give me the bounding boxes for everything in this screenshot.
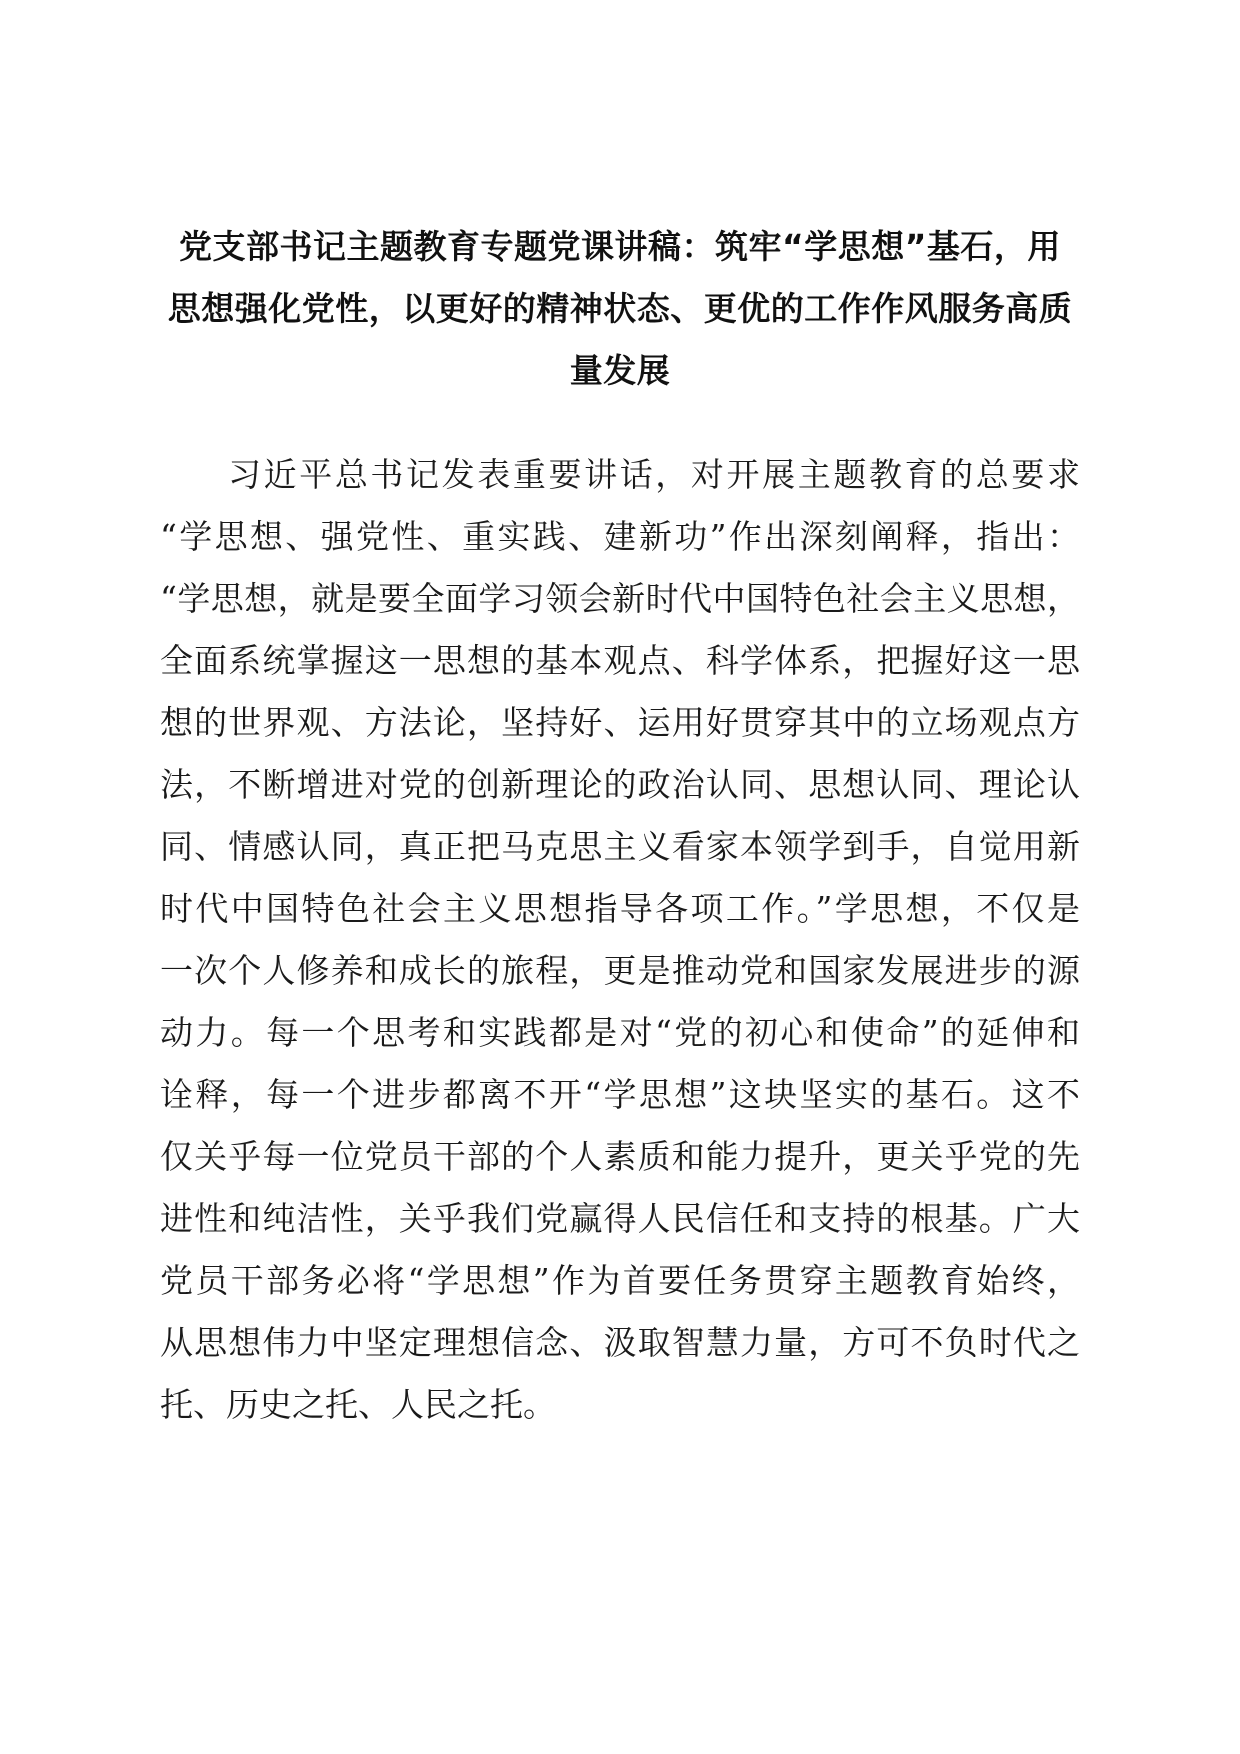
paragraph-line: 动力。每一个思考和实践都是对“党的初心和使命”的延伸和: [160, 1013, 1080, 1052]
title-line: 思想强化党性，以更好的精神状态、更优的工作作风服务高质: [167, 289, 1073, 328]
paragraph-line: 托、历史之托、人民之托。: [160, 1385, 556, 1424]
paragraph-line: 想的世界观、方法论，坚持好、运用好贯穿其中的立场观点方: [160, 703, 1080, 742]
document-title: [160, 216, 1080, 402]
title-line: 量发展: [569, 351, 671, 390]
paragraph-line: 法，不断增进对党的创新理论的政治认同、思想认同、理论认: [160, 765, 1080, 804]
body-paragraph: [160, 444, 1080, 1436]
paragraph-line: 从思想伟力中坚定理想信念、汲取智慧力量，方可不负时代之: [160, 1323, 1080, 1362]
title-line: 党支部书记主题教育专题党课讲稿：筑牢“学思想”基石，用: [179, 227, 1061, 266]
paragraph-line: 党员干部务必将“学思想”作为首要任务贯穿主题教育始终，: [160, 1261, 1080, 1300]
paragraph-line: 一次个人修养和成长的旅程，更是推动党和国家发展进步的源: [160, 951, 1080, 990]
paragraph-line: 时代中国特色社会主义思想指导各项工作。”学思想，不仅是: [160, 889, 1080, 928]
paragraph-line: 同、情感认同，真正把马克思主义看家本领学到手，自觉用新: [160, 827, 1080, 866]
paragraph-line: 诠释，每一个进步都离不开“学思想”这块坚实的基石。这不: [160, 1075, 1080, 1114]
paragraph-line: 全面系统掌握这一思想的基本观点、科学体系，把握好这一思: [160, 641, 1080, 680]
paragraph-line: 进性和纯洁性，关乎我们党赢得人民信任和支持的根基。广大: [160, 1199, 1080, 1238]
paragraph-line: “学思想、强党性、重实践、建新功”作出深刻阐释，指出：: [160, 517, 1080, 556]
paragraph-line: “学思想，就是要全面学习领会新时代中国特色社会主义思想，: [160, 579, 1080, 618]
paragraph-line: 习近平总书记发表重要讲话，对开展主题教育的总要求: [228, 455, 1080, 494]
paragraph-line: 仅关乎每一位党员干部的个人素质和能力提升，更关乎党的先: [160, 1137, 1080, 1176]
